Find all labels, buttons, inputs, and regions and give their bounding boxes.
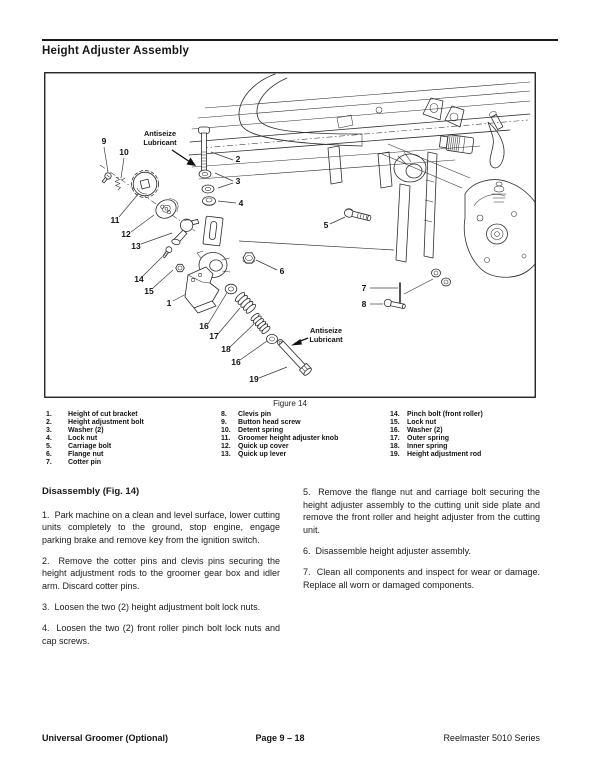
callout-5: 5 (323, 220, 329, 230)
antiseize-top-line1: Antiseize (143, 129, 177, 138)
callout-9: 9 (101, 136, 107, 146)
list-item: 2. Height adjustment bolt (46, 419, 144, 426)
callout-10: 10 (119, 147, 129, 157)
list-item: 17. Outer spring (390, 435, 450, 442)
list-item: 15. Lock nut (390, 419, 437, 426)
antiseize-top-line2: Lubricant (143, 138, 177, 147)
parts-list-column-2 (221, 411, 386, 459)
part-bracket-arm (203, 216, 223, 246)
callout-19: 19 (249, 374, 259, 384)
callout-4: 4 (238, 198, 244, 208)
list-item: 6. Flange nut (46, 451, 104, 458)
part-lock-nut-15 (176, 264, 185, 271)
section-heading: Disassembly (Fig. 14) (42, 486, 140, 497)
step-4: 4. Loosen the two (2) front roller pinch bolt lock nuts and cap screws. (42, 623, 283, 646)
body-column-left (42, 486, 283, 656)
callout-17: 17 (209, 331, 219, 341)
part-washer-16b (267, 334, 278, 343)
callout-11: 11 (110, 215, 120, 225)
part-lock-nut (203, 197, 216, 206)
list-item: 10. Detent spring (221, 427, 284, 434)
list-item: 4. Lock nut (46, 435, 98, 442)
list-item: 14. Pinch bolt (front roller) (390, 411, 483, 418)
list-item: 16. Washer (2) (390, 427, 443, 434)
parts-list-column-1 (46, 411, 218, 467)
callout-12: 12 (121, 229, 131, 239)
list-item: 5. Carriage bolt (46, 443, 112, 450)
callout-13: 13 (131, 241, 141, 251)
callout-15: 15 (144, 286, 154, 296)
list-item: 13. Quick up lever (221, 451, 287, 458)
antiseize-bottom-line2: Lubricant (309, 335, 343, 344)
page-title: Height Adjuster Assembly (42, 45, 190, 57)
step-6: 6. Disassemble height adjuster assembly. (303, 545, 471, 556)
list-item: 11. Groomer height adjuster knob (221, 435, 339, 442)
callout-16a: 16 (199, 321, 209, 331)
list-item: 3. Washer (2) (46, 427, 104, 434)
list-item: 7. Cotter pin (46, 459, 102, 466)
callout-18: 18 (221, 344, 231, 354)
callout-3: 3 (235, 176, 241, 186)
callout-2: 2 (235, 154, 241, 164)
list-item: 8. Clevis pin (221, 411, 272, 418)
step-7: 7. Clean all components and inspect for wear or damage. Replace all worn or damaged components. (303, 566, 543, 590)
list-item: 9. Button head screw (221, 419, 301, 426)
list-item: 18. Inner spring (390, 443, 448, 450)
callout-1: 1 (166, 298, 172, 308)
antiseize-bottom-line1: Antiseize (309, 326, 343, 335)
callout-8: 8 (361, 299, 367, 309)
header-rule (42, 39, 558, 41)
figure-14-diagram (44, 72, 536, 398)
step-2: 2. Remove the cotter pins and clevis pins securing the height adjustment rods to the groomer gear box and idler arm. Discard cotter pins. (42, 555, 283, 592)
figure-caption: Figure 14 (273, 399, 307, 408)
callout-7: 7 (361, 283, 367, 293)
body-column-right (303, 486, 543, 600)
list-item: 19. Height adjustment rod (390, 451, 482, 458)
callout-16b: 16 (231, 357, 241, 367)
step-3: 3. Loosen the two (2) height adjustment bolt lock nuts. (42, 602, 261, 613)
step-5: 5. Remove the flange nut and carriage bolt securing the height adjuster assembly to the cutting unit side plate and remove the front roller and height adjuster from the cutting unit. (303, 487, 543, 535)
footer-section-title: Universal Groomer (Optional) (42, 733, 169, 743)
part-flange-nut (243, 253, 255, 263)
callout-14: 14 (134, 274, 144, 284)
list-item: 1. Height of cut bracket (46, 411, 138, 418)
part-washer-16a (225, 284, 237, 294)
list-item: 12. Quick up cover (221, 443, 289, 450)
parts-list-column-3 (390, 411, 550, 459)
step-1: 1. Park machine on a clean and level surface, lower cutting units completely to the ground, stop engine, engage parking brake and remove key from the ignition switch. (42, 509, 283, 545)
callout-6: 6 (279, 266, 285, 276)
footer-series-title: Reelmaster 5010 Series (443, 733, 540, 743)
footer-page-number: Page 9 – 18 (255, 733, 305, 743)
